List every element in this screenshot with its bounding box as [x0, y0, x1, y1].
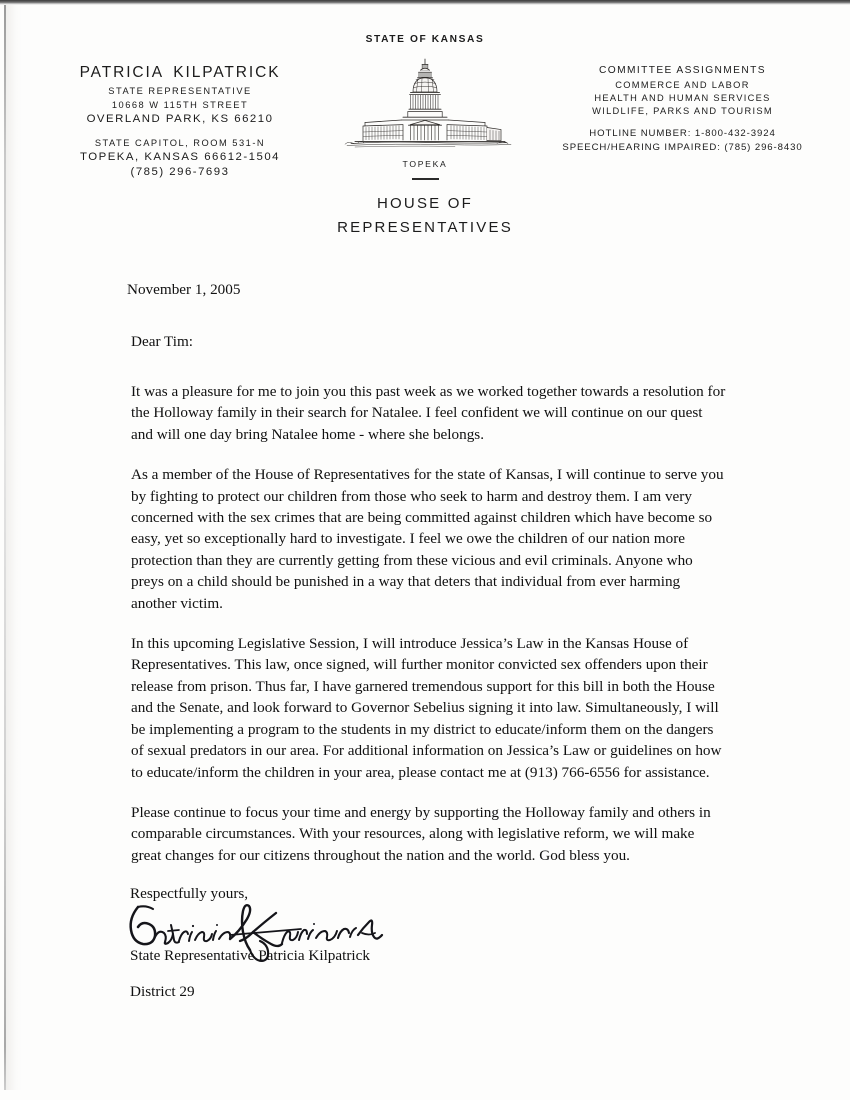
- chamber-name-line-1: HOUSE OF: [377, 194, 473, 212]
- committee-item: COMMERCE AND LABOR: [615, 80, 750, 90]
- capitol-caption-topeka: TOPEKA: [402, 159, 448, 169]
- committee-item: WILDLIFE, PARKS AND TOURISM: [592, 106, 773, 116]
- address-spacer: [30, 125, 330, 134]
- capitol-room: STATE CAPITOL, ROOM 531-N: [94, 138, 266, 148]
- capitol-city-state-zip: TOPEKA, KANSAS 66612-1504: [79, 151, 281, 163]
- signer-district: District 29: [130, 983, 195, 1001]
- speech-hearing-impaired-number: SPEECH/HEARING IMPAIRED: (785) 296-8430: [562, 142, 803, 153]
- masthead-divider-rule: [412, 178, 439, 180]
- letterhead-masthead: [0, 34, 850, 244]
- letter-paragraphs: [131, 381, 727, 866]
- committee-item: HEALTH AND HUMAN SERVICES: [594, 93, 771, 103]
- letterhead-right-block: [540, 65, 825, 153]
- representative-title: STATE REPRESENTATIVE: [108, 86, 252, 96]
- letter-closing: Respectfully yours,: [130, 885, 249, 903]
- chamber-name-line-2: REPRESENTATIVES: [337, 218, 513, 236]
- letter-paragraph: In this upcoming Legislative Session, I will introduce Jessica’s Law in the Kansas House of Representatives. This law, once signed, will further monitor convicted sex offenders upon their release from prison. Thus far, I have garnered tremendous support for this bill in both the House and the Senate, and look forward to Governor Sebelius signing it into law. Simultaneously, I will be implementing a program to the students in my district to educate/inform them on the dangers of sexual predators in our area. For additional information on Jessica’s Law or guidelines on how to educate/inform the children in your area, please contact me at (913) 766-6556 for assistance.: [131, 635, 722, 781]
- capitol-phone: (785) 296-7693: [130, 166, 230, 178]
- representative-name: PATRICIA KILPATRICK: [79, 64, 281, 81]
- kansas-state-capitol-icon: [325, 54, 525, 151]
- letter-paragraph: Please continue to focus your time and energy by supporting the Holloway family and others in comparable circumstances. With your resources, along with legislative reform, we will make great changes for our citizens throughout the nation and the world. God bless you.: [131, 803, 711, 864]
- signer-typed-name: State Representative Patricia Kilpatrick: [130, 947, 370, 965]
- letter-date: November 1, 2005: [127, 281, 241, 298]
- state-name: STATE OF KANSAS: [365, 34, 485, 45]
- letter-paragraph: As a member of the House of Representatives for the state of Kansas, I will continue to serve you by fighting to protect our children from those who seek to harm and destroy them. I am very concerned with the sex crimes that are being committed against children which have become so easy, yet so exceptionally hard to investigate. I feel we owe the children of our nation more protection than they are currently getting from these vicious and evil criminals. Anyone who preys on a child should be punished in a way that deters that individual from ever harming another victim.: [131, 466, 724, 612]
- district-street-address: 10668 W 115TH STREET: [111, 100, 249, 110]
- letterhead-center-block: [325, 34, 525, 236]
- letter-content: [127, 281, 727, 1001]
- scan-top-edge-artifact: [0, 0, 850, 5]
- committee-assignments-list: [540, 80, 825, 116]
- letterhead-left-block: [30, 64, 330, 178]
- signature-block: [130, 903, 727, 965]
- letter-paragraph: It was a pleasure for me to join you this past week as we worked together towards a resolution for the Holloway family in their search for Natalee. I feel confident we will continue on our quest and will one day bring Natalee home - where she belongs.: [131, 383, 726, 443]
- committee-assignments-heading: COMMITTEE ASSIGNMENTS: [599, 65, 766, 76]
- district-city-state-zip: OVERLAND PARK, KS 66210: [86, 113, 274, 125]
- hotline-number: HOTLINE NUMBER: 1-800-432-3924: [589, 128, 776, 139]
- letter-salutation: Dear Tim:: [131, 333, 194, 350]
- hotline-contact-block: [540, 128, 825, 153]
